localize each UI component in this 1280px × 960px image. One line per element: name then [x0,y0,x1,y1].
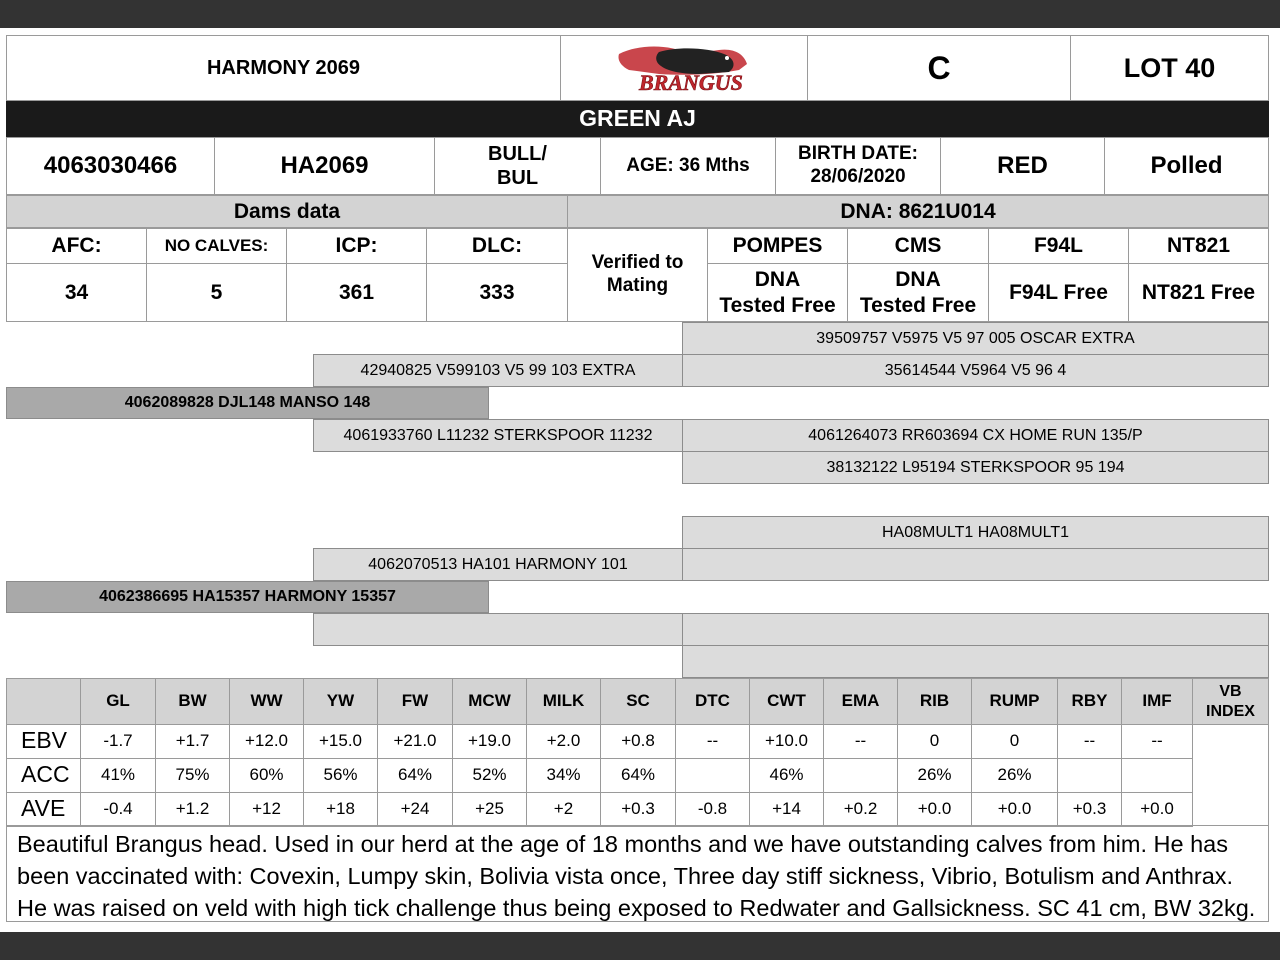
icp-label: ICP: [286,228,427,264]
ebv-col-yw: YW [303,678,378,725]
pompes-result-line-1: DNA [754,268,801,292]
ebv-ebv-dtc: -- [675,724,750,759]
horn-status: Polled [1104,137,1269,195]
ebv-ave-dtc: -0.8 [675,792,750,827]
pedigree-dam: 4062386695 HA15357 HARMONY 15357 [6,581,489,613]
ebv-ave-fw: +24 [377,792,453,827]
ebv-col-gl: GL [80,678,156,725]
ebv-col-milk: MILK [526,678,601,725]
pedigree-dam-sire-dam [682,548,1269,581]
ebv-ebv-rib: 0 [897,724,972,759]
ebv-acc-bw: 75% [155,758,230,793]
ebv-ebv-ww: +12.0 [229,724,304,759]
ebv-ebv-rump: 0 [971,724,1058,759]
breeder-name: GREEN AJ [6,101,1269,137]
ebv-acc-yw: 56% [303,758,378,793]
pedigree-sire-dam: 4061933760 L11232 STERKSPOOR 11232 [313,419,683,452]
ebv-acc-gl: 41% [80,758,156,793]
pedigree-dam-dam-sire [682,613,1269,646]
ebv-row-label-ebv: EBV [6,724,81,759]
ebv-ave-imf: +0.0 [1121,792,1193,827]
ebv-ave-cwt: +14 [749,792,824,827]
ebv-col-imf: IMF [1121,678,1193,725]
dlc-label: DLC: [426,228,568,264]
ebv-ave-sc: +0.3 [600,792,676,827]
ebv-ebv-sc: +0.8 [600,724,676,759]
pedigree-sire-sire: 42940825 V599103 V5 99 103 EXTRA [313,354,683,387]
ebv-acc-imf [1121,758,1193,793]
verified-line-2: Mating [606,275,669,296]
ebv-ave-rby: +0.3 [1057,792,1122,827]
ebv-row-label-ave: AVE [6,792,81,827]
test-cms-result [847,263,989,322]
ebv-col-cwt: CWT [749,678,824,725]
vb-index-value [1192,724,1269,826]
top-frame-bar [0,0,1280,28]
ebv-acc-mcw: 52% [452,758,527,793]
ebv-ave-mcw: +25 [452,792,527,827]
ebv-col-mcw: MCW [452,678,527,725]
ebv-ebv-yw: +15.0 [303,724,378,759]
vb-index-line-1: VB [1219,683,1242,701]
ebv-ebv-fw: +21.0 [377,724,453,759]
birth-date-label: BIRTH DATE: [798,143,918,165]
ebv-acc-rib: 26% [897,758,972,793]
birth-date: 28/06/2020 [810,166,906,187]
age: AGE: 36 Mths [600,137,776,195]
animal-id: HA2069 [214,137,435,195]
ebv-acc-milk: 34% [526,758,601,793]
ebv-acc-ema [823,758,898,793]
sex-line-2: BUL [496,167,539,189]
pedigree-sire-dam-sire: 4061264073 RR603694 CX HOME RUN 135/P [682,419,1269,452]
grade-letter: C [807,35,1071,101]
colour: RED [940,137,1105,195]
ebv-ebv-milk: +2.0 [526,724,601,759]
bottom-frame-bar [0,932,1280,960]
ebv-col-ww: WW [229,678,304,725]
afc-label: AFC: [6,228,147,264]
pedigree-sire: 4062089828 DJL148 MANSO 148 [6,387,489,419]
no-calves-label: NO CALVES: [146,228,287,264]
ebv-ave-yw: +18 [303,792,378,827]
ebv-ebv-ema: -- [823,724,898,759]
dlc-value: 333 [426,263,568,322]
ebv-ebv-bw: +1.7 [155,724,230,759]
ebv-acc-rump: 26% [971,758,1058,793]
ebv-ebv-gl: -1.7 [80,724,156,759]
vb-index-line-2: INDEX [1206,702,1255,720]
ebv-acc-fw: 64% [377,758,453,793]
ebv-col-rby: RBY [1057,678,1122,725]
test-cms-label: CMS [847,228,989,264]
brangus-logo [560,35,808,101]
ebv-ebv-rby: -- [1057,724,1122,759]
ebv-col-ema: EMA [823,678,898,725]
verified-line-1: Verified to [591,252,684,274]
birth-date-cell [775,137,941,195]
test-nt821-result: NT821 Free [1128,263,1269,322]
ebv-row-label-acc: ACC [6,758,81,793]
svg-text:BRANGUS: BRANGUS [639,70,743,95]
cms-result-line-1: DNA [895,268,941,292]
brangus-logo-icon [599,40,769,96]
dna-heading: DNA: 8621U014 [567,195,1269,228]
ebv-acc-cwt: 46% [749,758,824,793]
pedigree-sire-sire-sire: 39509757 V5975 V5 97 005 OSCAR EXTRA [682,322,1269,355]
pedigree-dam-sire-sire: HA08MULT1 HA08MULT1 [682,516,1269,549]
ebv-ave-bw: +1.2 [155,792,230,827]
pedigree-dam-sire: 4062070513 HA101 HARMONY 101 [313,548,683,581]
verified-to-mating [567,228,708,322]
no-calves-value: 5 [146,263,287,322]
ebv-col-sc: SC [600,678,676,725]
vb-index-header [1192,678,1269,725]
test-pompes-result [707,263,848,322]
pompes-result-line-2: Tested Free [719,293,836,317]
pedigree-dam-dam [313,613,683,646]
ebv-acc-ww: 60% [229,758,304,793]
test-pompes-label: POMPES [707,228,848,264]
dams-data-heading: Dams data [6,195,568,228]
pedigree-sire-sire-dam: 35614544 V5964 V5 96 4 [682,354,1269,387]
ebv-acc-dtc [675,758,750,793]
ebv-ebv-imf: -- [1121,724,1193,759]
ebv-col-bw: BW [155,678,230,725]
ebv-col-rib: RIB [897,678,972,725]
ebv-ave-rump: +0.0 [971,792,1058,827]
test-f94l-result: F94L Free [988,263,1129,322]
ebv-col-dtc: DTC [675,678,750,725]
ebv-ave-rib: +0.0 [897,792,972,827]
comment-text: Beautiful Brangus head. Used in our herd at the age of 18 months and we have outstanding calves from him. He has been vaccinated with: Covexin, Lumpy skin, Bolivia vista once, Three day stiff sickness, Vibrio, Botulism and Anthrax. He was raised on veld with high tick challenge thus being exposed to Redwater and Gallsickness. SC 41 cm, BW 32kg. [6,825,1269,922]
ebv-ave-gl: -0.4 [80,792,156,827]
pedigree-dam-dam-dam [682,645,1269,678]
ebv-ebv-cwt: +10.0 [749,724,824,759]
afc-value: 34 [6,263,147,322]
cms-result-line-2: Tested Free [859,293,977,317]
ebv-corner [6,678,81,725]
ebv-ave-ema: +0.2 [823,792,898,827]
pedigree-sire-dam-dam: 38132122 L95194 STERKSPOOR 95 194 [682,451,1269,484]
registration-number: 4063030466 [6,137,215,195]
ebv-col-fw: FW [377,678,453,725]
ebv-ave-milk: +2 [526,792,601,827]
animal-name: HARMONY 2069 [6,35,561,101]
ebv-acc-rby [1057,758,1122,793]
lot-number: LOT 40 [1070,35,1269,101]
icp-value: 361 [286,263,427,322]
ebv-col-rump: RUMP [971,678,1058,725]
ebv-ave-ww: +12 [229,792,304,827]
ebv-acc-sc: 64% [600,758,676,793]
sex-cell [434,137,601,195]
test-nt821-label: NT821 [1128,228,1269,264]
sex-line-1: BULL/ [488,143,547,165]
ebv-ebv-mcw: +19.0 [452,724,527,759]
test-f94l-label: F94L [988,228,1129,264]
